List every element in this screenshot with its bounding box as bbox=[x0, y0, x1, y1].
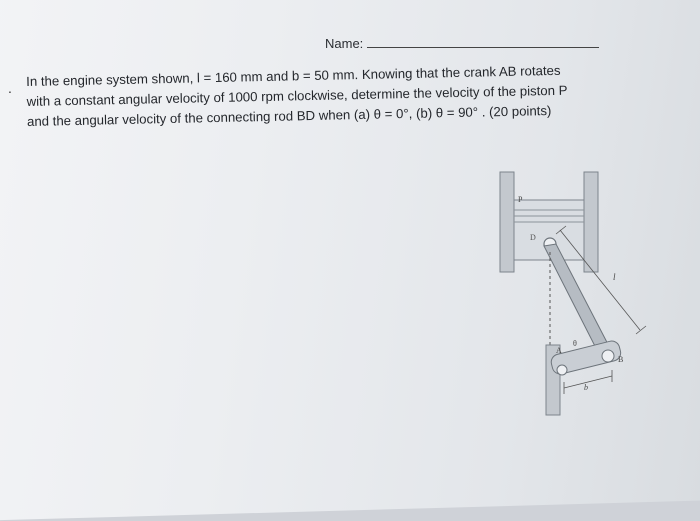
label-d: D bbox=[530, 233, 536, 242]
list-bullet: . bbox=[8, 80, 12, 96]
problem-line-2: with a constant angular velocity of 1000 rpm clockwise, determine the velocity of the piston P bbox=[26, 82, 568, 109]
cylinder-wall-left bbox=[500, 172, 514, 272]
problem-statement bbox=[26, 60, 617, 132]
label-theta: θ bbox=[573, 339, 577, 348]
problem-line-1: In the engine system shown, l = 160 mm and b = 50 mm. Knowing that the crank AB rotates bbox=[26, 62, 561, 89]
label-l: l bbox=[613, 272, 616, 282]
problem-line-3: and the angular velocity of the connecting rod BD when (a) θ = 0°, (b) θ = 90° . (20 points) bbox=[26, 103, 552, 129]
pivot-a bbox=[557, 365, 567, 375]
dimension-line-b bbox=[564, 376, 612, 388]
name-field bbox=[325, 35, 599, 51]
label-b-dim: b bbox=[584, 383, 588, 392]
name-label: Name: bbox=[325, 36, 364, 51]
label-b: B bbox=[618, 355, 624, 364]
engine-figure bbox=[480, 160, 660, 430]
bleed-through-text bbox=[40, 147, 460, 187]
cylinder-wall-right bbox=[584, 172, 598, 272]
connecting-rod bbox=[544, 244, 612, 356]
engine-diagram bbox=[480, 160, 660, 430]
label-a: A bbox=[556, 346, 562, 355]
pin-b bbox=[602, 350, 614, 362]
name-underline bbox=[367, 35, 599, 48]
label-p: P bbox=[518, 195, 523, 204]
